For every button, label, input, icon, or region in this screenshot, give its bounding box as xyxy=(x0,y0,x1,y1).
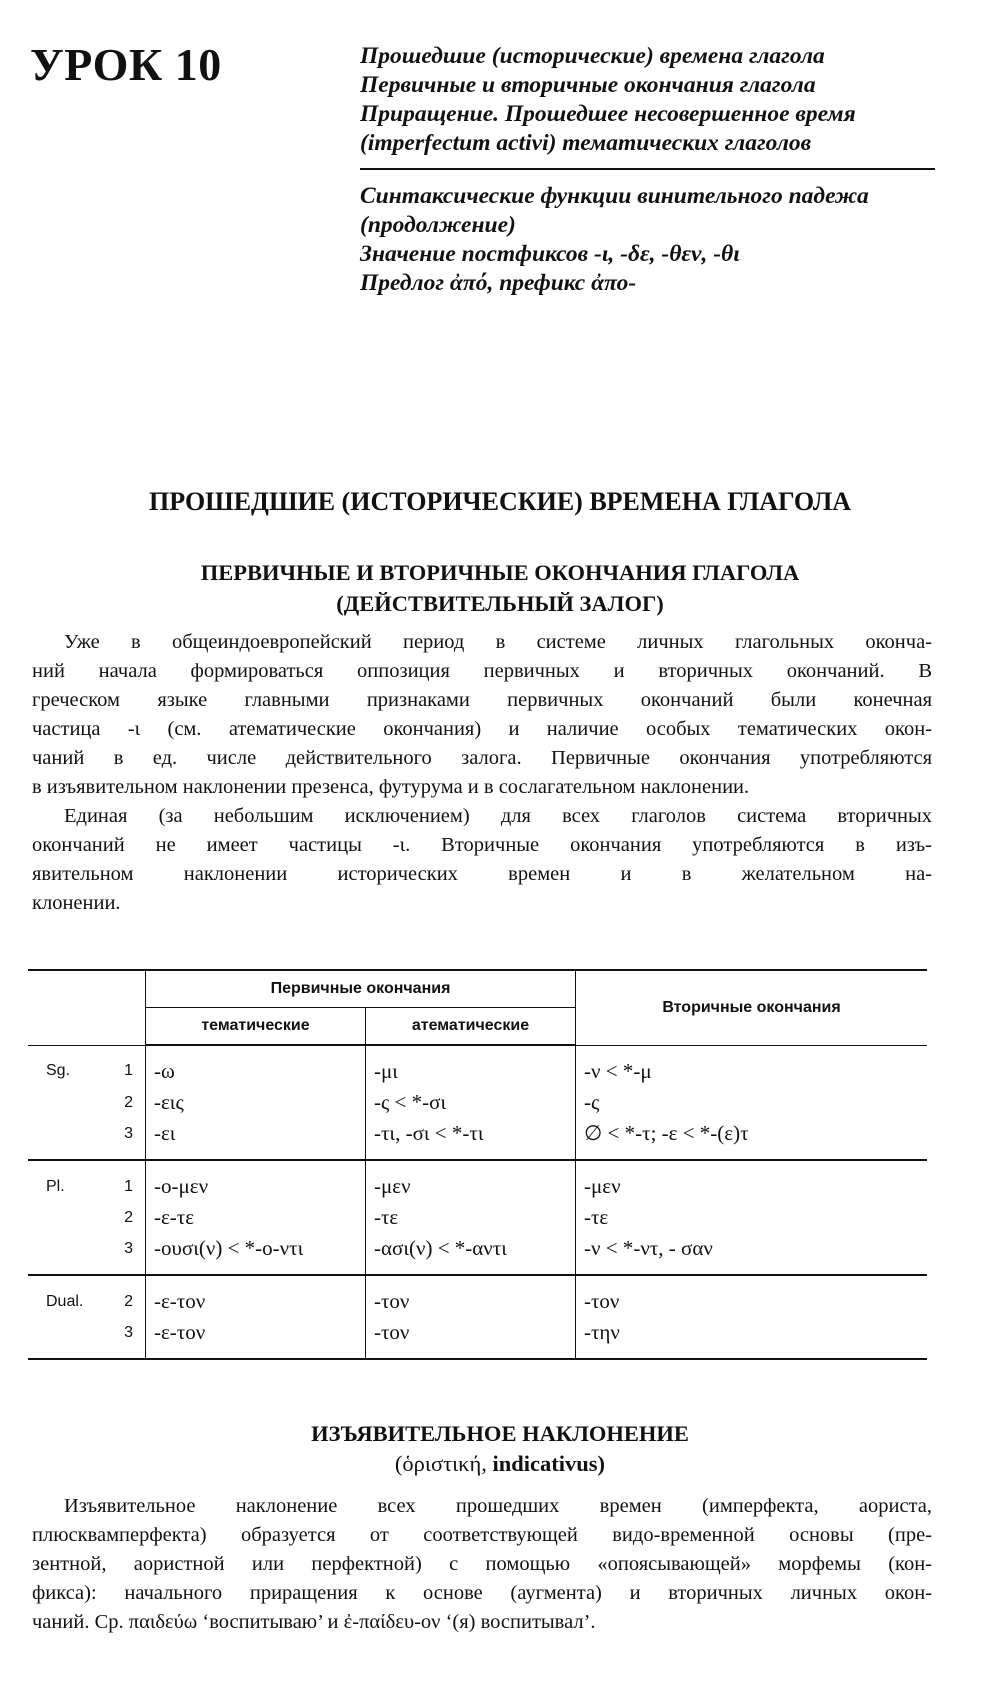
table-row xyxy=(28,1160,927,1202)
cell-thematic: -ε-τον xyxy=(146,1275,366,1317)
cell-athematic: -μεν xyxy=(366,1160,576,1202)
person-number: 2 xyxy=(124,1093,133,1111)
text-line: чаний в ед. числе действительного залога. Первичные окончания употребляются xyxy=(32,747,932,769)
text-line: Уже в общеиндоевропейский период в системе личных глагольных оконча- xyxy=(64,631,932,653)
cell-thematic: -ει xyxy=(146,1118,366,1160)
cell-athematic: -τον xyxy=(366,1317,576,1359)
text-line: фикса): начального приращения к основе (аугмента) и вторичных личных окон- xyxy=(32,1582,932,1604)
section-title: ПРОШЕДШИЕ (ИСТОРИЧЕСКИЕ) ВРЕМЕНА ГЛАГОЛА xyxy=(148,487,852,516)
cell-thematic: -ο-μεν xyxy=(146,1160,366,1202)
cell-thematic: -ουσι(ν) < *-ο-ντι xyxy=(146,1233,366,1275)
section-subtitle: (ДЕЙСТВИТЕЛЬНЫЙ ЗАЛОГ) xyxy=(336,591,664,616)
text-line: чаний. Ср. παιδεύω ‘воспитываю’ и ἐ-παίδευ-ον ‘(я) воспитывал’. xyxy=(32,1611,596,1633)
topic-line: Предлог ἀπό, префикс ἀπο- xyxy=(360,270,637,296)
text-line: явительном наклонении исторических времен и в желательном на- xyxy=(32,863,932,885)
topic-line: (imperfectum activi) тематических глаголов xyxy=(360,130,812,156)
cell-athematic: -τον xyxy=(366,1275,576,1317)
cell-secondary: -ς xyxy=(576,1087,928,1118)
cell-thematic: -εις xyxy=(146,1087,366,1118)
paragraph xyxy=(32,802,932,918)
person-number: 3 xyxy=(124,1323,133,1341)
cell-athematic: -τε xyxy=(366,1202,576,1233)
number-group-dual xyxy=(28,1275,927,1359)
text-line: Изъявительное наклонение всех прошедших времен (имперфекта, аориста, xyxy=(64,1495,932,1517)
number-group-singular xyxy=(28,1045,927,1160)
table-row xyxy=(28,1045,927,1087)
topic-line: Синтаксические функции винительного падежа xyxy=(360,183,869,209)
section-subtitle xyxy=(0,1451,1000,1477)
text-line: клонении. xyxy=(32,892,121,914)
text-line: частица -ι (см. атематические окончания) и наличие особых тематических окон- xyxy=(32,718,932,740)
cell-thematic: -ε-τον xyxy=(146,1317,366,1359)
text-line: в изъявительном наклонении презенса, футурума и в сослагательном наклонении. xyxy=(32,776,750,798)
lesson-topics-main xyxy=(360,42,935,158)
paragraph xyxy=(32,1492,932,1637)
header-thematic: тематические xyxy=(146,1008,366,1046)
endings-table xyxy=(28,969,927,1360)
header-secondary: Вторичные окончания xyxy=(576,970,928,1045)
table-row xyxy=(28,1233,927,1275)
cell-secondary: -ν < *-μ xyxy=(576,1045,928,1087)
cell-athematic: -μι xyxy=(366,1045,576,1087)
person-number: 2 xyxy=(124,1208,133,1226)
person-number: 1 xyxy=(124,1062,133,1080)
cell-secondary: -την xyxy=(576,1317,928,1359)
topic-line: Первичные и вторичные окончания глагола xyxy=(360,72,816,98)
table-row xyxy=(28,1202,927,1233)
text-line: Единая (за небольшим исключением) для всех глаголов система вторичных xyxy=(64,805,932,827)
topic-divider xyxy=(360,168,935,170)
table-row xyxy=(28,1087,927,1118)
table-row xyxy=(28,1275,927,1317)
header-primary: Первичные окончания xyxy=(146,970,576,1008)
text-line: окончаний не имеет частицы -ι. Вторичные окончания употребляются в изъ- xyxy=(32,834,932,856)
lesson-topics-syntax xyxy=(360,182,935,298)
lesson-number: УРОК 10 xyxy=(30,39,222,90)
person-number: 1 xyxy=(124,1177,133,1195)
cell-secondary: ∅ < *-τ; -ε < *-(ε)τ xyxy=(576,1118,928,1160)
header-athematic: атематические xyxy=(366,1008,576,1046)
cell-athematic: -ασι(ν) < *-αντι xyxy=(366,1233,576,1275)
cell-athematic: -ς < *-σι xyxy=(366,1087,576,1118)
cell-thematic: -ω xyxy=(146,1045,366,1087)
cell-secondary: -ν < *-ντ, - σαν xyxy=(576,1233,928,1275)
table-corner xyxy=(28,970,146,1045)
text-line: зентной, аористной или перфектной) с помощью «опоясывающей» морфемы (кон- xyxy=(32,1553,932,1575)
subtitle-greek: (ὁριστική, xyxy=(394,1451,487,1476)
table-row xyxy=(28,1317,927,1359)
cell-thematic: -ε-τε xyxy=(146,1202,366,1233)
topic-line: Прошедшие (исторические) времена глагола xyxy=(360,43,825,69)
person-number: 3 xyxy=(124,1239,133,1257)
text-line: плюсквамперфекта) образуется от соответствующей видо-временной основы (пре- xyxy=(32,1524,932,1546)
group-label: Pl. xyxy=(46,1177,65,1195)
section-title: ИЗЪЯВИТЕЛЬНОЕ НАКЛОНЕНИЕ xyxy=(311,1421,689,1446)
cell-secondary: -τον xyxy=(576,1275,928,1317)
cell-secondary: -τε xyxy=(576,1202,928,1233)
text-line: ний начала формироваться оппозиция первичных и вторичных окончаний. В xyxy=(32,660,932,682)
topic-line: Приращение. Прошедшее несовершенное время xyxy=(360,101,856,127)
person-number: 2 xyxy=(124,1292,133,1310)
text-line: греческом языке главными признаками первичных окончаний были конечная xyxy=(32,689,932,711)
table-row xyxy=(28,1118,927,1160)
group-label: Dual. xyxy=(46,1292,84,1310)
section-subtitle: ПЕРВИЧНЫЕ И ВТОРИЧНЫЕ ОКОНЧАНИЯ ГЛАГОЛА xyxy=(200,560,800,585)
group-label: Sg. xyxy=(46,1062,71,1080)
topic-line: (продолжение) xyxy=(360,212,516,238)
person-number: 3 xyxy=(124,1124,133,1142)
subtitle-latin: indicativus) xyxy=(492,1451,606,1476)
topic-line: Значение постфиксов -ι, -δε, -θεν, -θι xyxy=(360,241,740,267)
cell-athematic: -τι, -σι < *-τι xyxy=(366,1118,576,1160)
number-group-plural xyxy=(28,1160,927,1275)
cell-secondary: -μεν xyxy=(576,1160,928,1202)
paragraph xyxy=(32,628,932,802)
